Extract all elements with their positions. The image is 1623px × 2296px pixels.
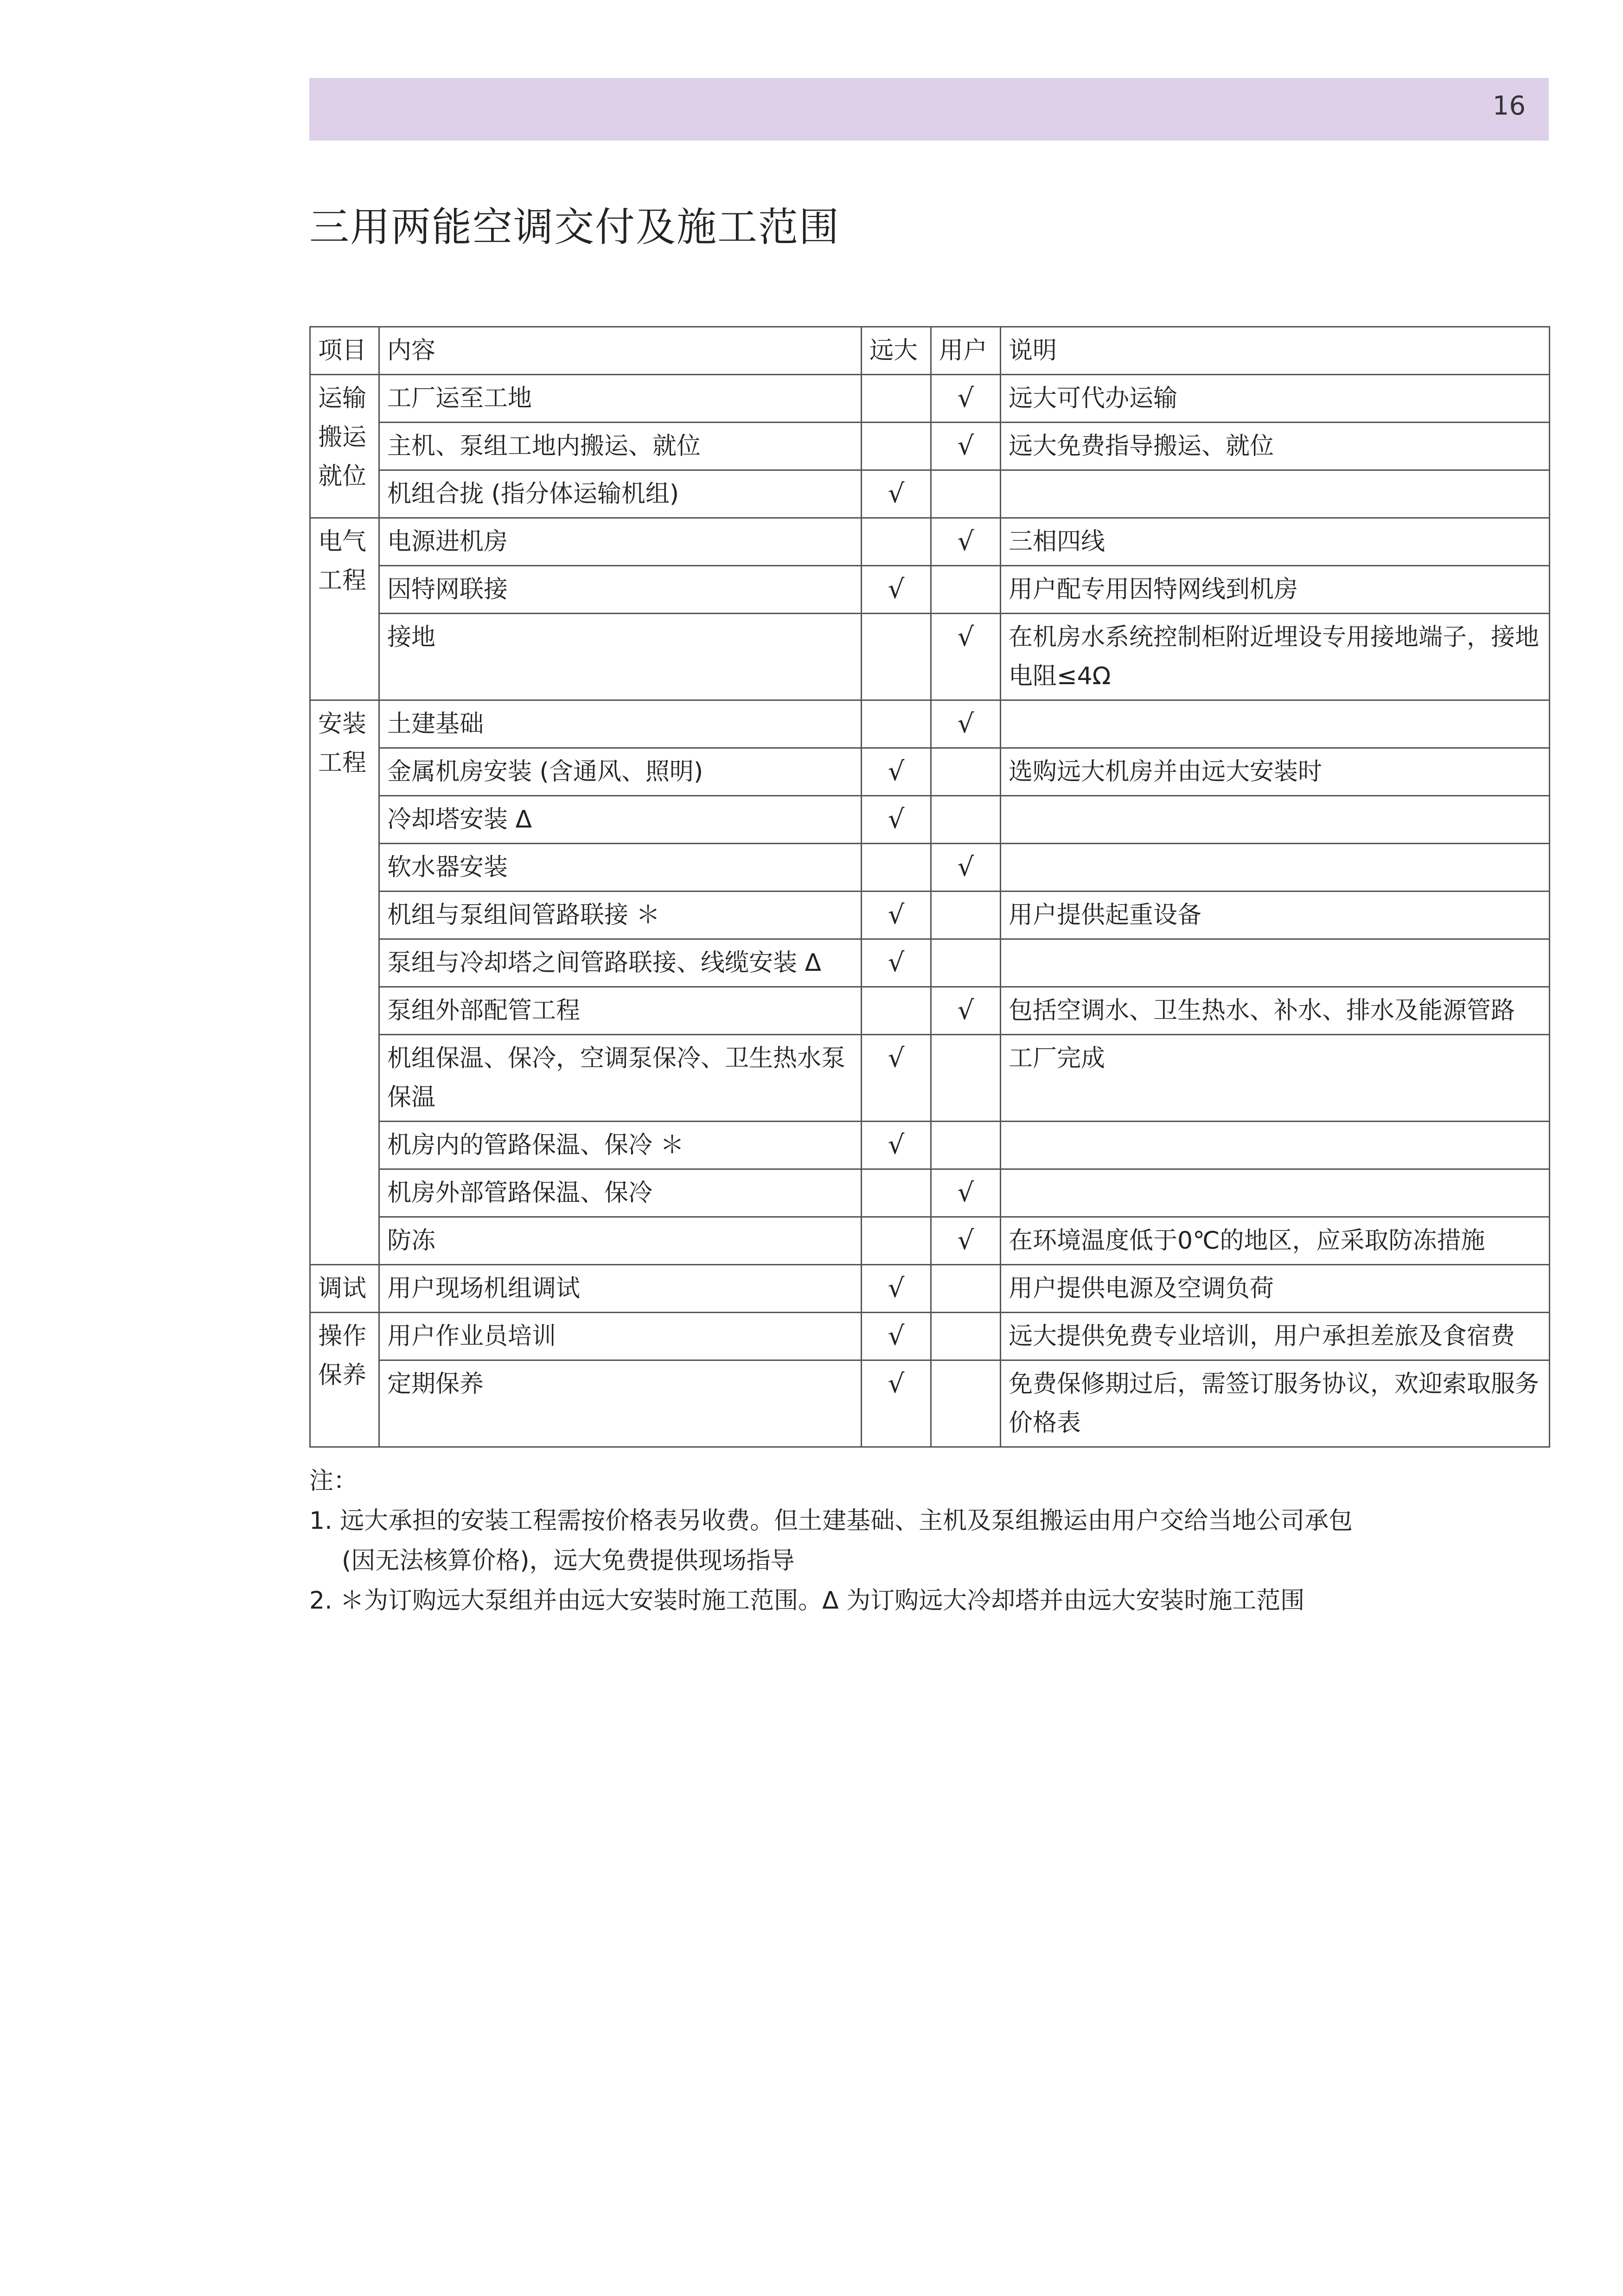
user-cell: √ — [931, 518, 1001, 566]
table-row — [310, 844, 1550, 891]
table-row — [310, 1122, 1550, 1169]
user-cell: √ — [931, 1169, 1001, 1217]
note-cell: 远大可代办运输 — [1001, 375, 1550, 423]
user-cell — [931, 566, 1001, 614]
header-yuanda: 远大 — [862, 327, 931, 375]
note-cell — [1001, 470, 1550, 518]
user-cell: √ — [931, 700, 1001, 748]
user-cell — [931, 939, 1001, 987]
user-cell: √ — [931, 614, 1001, 700]
content-cell: 用户现场机组调试 — [379, 1265, 862, 1313]
content-cell: 冷却塔安装 Δ — [379, 796, 862, 844]
yuanda-cell: √ — [862, 748, 931, 796]
note-cell: 用户配专用因特网线到机房 — [1001, 566, 1550, 614]
header-note: 说明 — [1001, 327, 1550, 375]
table-row — [310, 1360, 1550, 1447]
yuanda-cell — [862, 375, 931, 423]
yuanda-cell: √ — [862, 566, 931, 614]
table-row — [310, 891, 1550, 939]
table-row — [310, 1217, 1550, 1265]
table-row — [310, 518, 1550, 566]
table-row — [310, 375, 1550, 423]
table-row — [310, 1169, 1550, 1217]
content-cell: 泵组外部配管工程 — [379, 987, 862, 1035]
note-item: 2. ＊为订购远大泵组并由远大安装时施工范围。Δ 为订购远大冷却塔并由远大安装时施工范围 — [309, 1587, 1305, 1615]
yuanda-cell: √ — [862, 796, 931, 844]
yuanda-cell — [862, 614, 931, 700]
table-row — [310, 748, 1550, 796]
user-cell: √ — [931, 375, 1001, 423]
table-row — [310, 1265, 1550, 1313]
content-cell: 工厂运至工地 — [379, 375, 862, 423]
note-cell — [1001, 796, 1550, 844]
scope-table — [309, 326, 1550, 1448]
page-number: 16 — [1492, 91, 1526, 121]
user-cell — [931, 891, 1001, 939]
page-title: 三用两能空调交付及施工范围 — [309, 204, 840, 250]
note-cell — [1001, 1169, 1550, 1217]
yuanda-cell: √ — [862, 1122, 931, 1169]
yuanda-cell — [862, 1217, 931, 1265]
table-row — [310, 566, 1550, 614]
yuanda-cell: √ — [862, 1313, 931, 1360]
note-cell — [1001, 1122, 1550, 1169]
table-row — [310, 1313, 1550, 1360]
content-cell: 电源进机房 — [379, 518, 862, 566]
user-cell — [931, 1122, 1001, 1169]
yuanda-cell: √ — [862, 939, 931, 987]
note-cell: 包括空调水、卫生热水、补水、排水及能源管路 — [1001, 987, 1550, 1035]
content-cell: 定期保养 — [379, 1360, 862, 1447]
note-cell — [1001, 844, 1550, 891]
user-cell: √ — [931, 423, 1001, 470]
header-content: 内容 — [379, 327, 862, 375]
note-cell: 在环境温度低于0℃的地区，应采取防冻措施 — [1001, 1217, 1550, 1265]
table-header-row — [310, 327, 1550, 375]
user-cell — [931, 796, 1001, 844]
user-cell: √ — [931, 987, 1001, 1035]
header-bar — [309, 78, 1549, 141]
content-cell: 软水器安装 — [379, 844, 862, 891]
content-cell: 主机、泵组工地内搬运、就位 — [379, 423, 862, 470]
user-cell — [931, 1313, 1001, 1360]
table-row — [310, 796, 1550, 844]
note-cell: 免费保修期过后，需签订服务协议，欢迎索取服务价格表 — [1001, 1360, 1550, 1447]
yuanda-cell: √ — [862, 1265, 931, 1313]
category-cell: 安装 工程 — [310, 700, 379, 1265]
table-row — [310, 700, 1550, 748]
note-cell — [1001, 939, 1550, 987]
yuanda-cell: √ — [862, 891, 931, 939]
notes — [309, 1461, 1549, 1621]
category-cell: 调试 — [310, 1265, 379, 1313]
content-cell: 金属机房安装 (含通风、照明) — [379, 748, 862, 796]
category-cell: 电气 工程 — [310, 518, 379, 700]
content-cell: 机组保温、保冷，空调泵保冷、卫生热水泵保温 — [379, 1035, 862, 1122]
content-cell: 机房内的管路保温、保冷 ＊ — [379, 1122, 862, 1169]
note-cell: 选购远大机房并由远大安装时 — [1001, 748, 1550, 796]
note-cell: 工厂完成 — [1001, 1035, 1550, 1122]
user-cell — [931, 748, 1001, 796]
table-row — [310, 939, 1550, 987]
table-row — [310, 614, 1550, 700]
note-cell: 用户提供起重设备 — [1001, 891, 1550, 939]
header-user: 用户 — [931, 327, 1001, 375]
note-cell: 三相四线 — [1001, 518, 1550, 566]
yuanda-cell — [862, 518, 931, 566]
content-cell: 用户作业员培训 — [379, 1313, 862, 1360]
content-cell: 机组与泵组间管路联接 ＊ — [379, 891, 862, 939]
note-cell: 远大提供免费专业培训，用户承担差旅及食宿费 — [1001, 1313, 1550, 1360]
yuanda-cell: √ — [862, 470, 931, 518]
table-body — [310, 375, 1550, 1447]
yuanda-cell — [862, 844, 931, 891]
content-cell: 泵组与冷却塔之间管路联接、线缆安装 Δ — [379, 939, 862, 987]
category-cell: 操作 保养 — [310, 1313, 379, 1447]
note-cell: 远大免费指导搬运、就位 — [1001, 423, 1550, 470]
yuanda-cell: √ — [862, 1035, 931, 1122]
content-cell: 土建基础 — [379, 700, 862, 748]
note-item: 1. 远大承担的安装工程需按价格表另收费。但土建基础、主机及泵组搬运由用户交给当地公司承包 — [309, 1507, 1353, 1535]
yuanda-cell — [862, 1169, 931, 1217]
user-cell: √ — [931, 844, 1001, 891]
header-category: 项目 — [310, 327, 379, 375]
yuanda-cell — [862, 700, 931, 748]
note-item: (因无法核算价格)，远大免费提供现场指导 — [342, 1547, 795, 1575]
note-cell — [1001, 700, 1550, 748]
content-cell: 接地 — [379, 614, 862, 700]
table-row — [310, 987, 1550, 1035]
content-cell: 机房外部管路保温、保冷 — [379, 1169, 862, 1217]
table-row — [310, 1035, 1550, 1122]
user-cell — [931, 1360, 1001, 1447]
category-cell: 运输 搬运 就位 — [310, 375, 379, 518]
content-cell: 机组合拢 (指分体运输机组) — [379, 470, 862, 518]
yuanda-cell: √ — [862, 1360, 931, 1447]
note-cell: 用户提供电源及空调负荷 — [1001, 1265, 1550, 1313]
table-row — [310, 423, 1550, 470]
user-cell — [931, 1035, 1001, 1122]
note-cell: 在机房水系统控制柜附近埋设专用接地端子，接地电阻≤4Ω — [1001, 614, 1550, 700]
user-cell: √ — [931, 1217, 1001, 1265]
yuanda-cell — [862, 987, 931, 1035]
user-cell — [931, 470, 1001, 518]
notes-label: 注： — [309, 1467, 358, 1495]
user-cell — [931, 1265, 1001, 1313]
content-cell: 因特网联接 — [379, 566, 862, 614]
content-cell: 防冻 — [379, 1217, 862, 1265]
table-row — [310, 470, 1550, 518]
yuanda-cell — [862, 423, 931, 470]
